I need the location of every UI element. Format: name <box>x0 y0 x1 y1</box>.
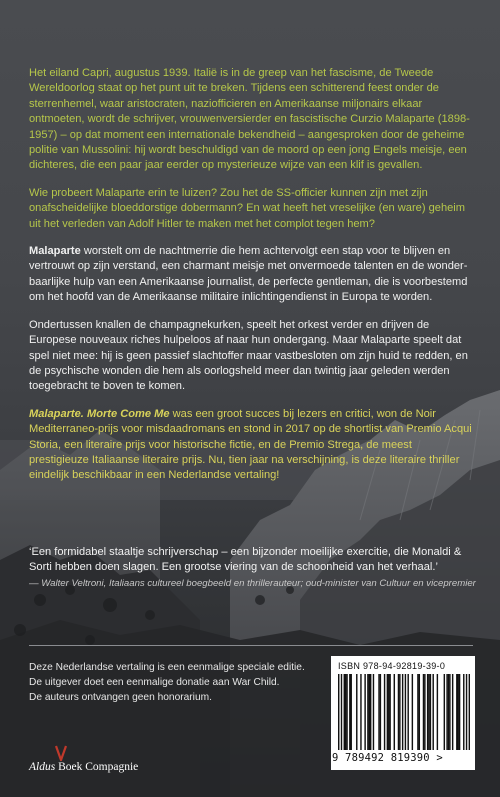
malaparte-paragraph-text: worstelt om de nachtmerrie die hem achtervolgt een stap voor te blijven en vertrouwt op zijn verstand, een charmant meisje met onvermoede talenten en de wonderbaarlijke hulp van een Amerikaanse journalist, de perfecte gentleman, die is voorbestemd om het hoofd van de Amerikaanse militaire inlichtingendienst in Europa te worden. <box>29 245 468 304</box>
barcode-bar <box>370 674 371 750</box>
barcode-bar <box>398 674 399 750</box>
barcode-bar <box>428 674 429 750</box>
barcode-bar <box>444 674 445 750</box>
barcode-bar <box>407 674 408 750</box>
review-quote: ‘Een formidabel staaltje schrijverschap – een bijzonder moeilijke exercitie, die Monaldi & Sorti hebben doen slagen. Een grootse viering van de schoonheid van het verhaal.’ <box>29 546 462 574</box>
barcode-bar <box>424 674 425 750</box>
barcode-bar <box>466 674 467 750</box>
barcode-bar <box>437 674 438 750</box>
barcode-bar <box>469 674 470 750</box>
barcode-bar <box>417 674 418 750</box>
barcode-bar <box>432 674 433 750</box>
barcode-bar <box>351 674 352 750</box>
blurb-paragraph-malaparte <box>29 244 473 306</box>
barcode-bar <box>369 674 370 750</box>
barcode-bar <box>405 674 406 750</box>
barcode-bar <box>344 674 345 750</box>
barcode-bar <box>430 674 431 750</box>
barcode-bar <box>388 674 389 750</box>
blurb-paragraph-champagne: Ondertussen knallen de champagnekurken, speelt het orkest verder en drijven de Europese nouveaux riches hulpeloos af naar hun ondergang. Maar Malaparte speelt dat spel niet mee: hij is geen passief slachtoffer maar vastbesloten om zijn huid te redden, en de psychische wonden die hem als oorlogsheld meer dan twintig jaar geleden werden toegebracht te boven te komen. <box>29 318 468 393</box>
barcode-bar <box>364 674 365 750</box>
barcode-bar <box>380 674 381 750</box>
isbn-barcode <box>338 674 470 750</box>
publisher-logo <box>29 745 229 785</box>
barcode-bar <box>345 674 346 750</box>
barcode-digits: 9 789492 819390 > <box>332 752 443 764</box>
publisher-name <box>29 761 138 773</box>
publisher-name-rest: Boek Compagnie <box>55 761 139 773</box>
blurb-paragraph-awards <box>29 407 473 484</box>
publisher-name-italic: Aldus <box>29 761 56 773</box>
awards-paragraph-text: was een groot succes bij lezers en critici, won de Noir Mediterraneo-prijs voor misdaadromans en stond in 2017 op de shortlist van Premio Acqui Storia, een literaire prijs voor historische fictie, en de Premio Strega, de meest prestigieuze Italiaanse literaire prijs. Nu, tien jaar na verschijning, is deze literaire thriller eindelijk beschikbaar in een Nederlandse vertaling! <box>29 407 472 482</box>
barcode-bar <box>346 674 347 750</box>
barcode-bar <box>384 674 385 750</box>
barcode-bar <box>373 674 374 750</box>
barcode-bar <box>399 674 400 750</box>
barcode-bar <box>446 674 447 750</box>
barcode-bar <box>356 674 357 750</box>
barcode-bar <box>367 674 368 750</box>
barcode-bar <box>394 674 395 750</box>
barcode-bar <box>459 674 460 750</box>
barcode-bar <box>449 674 450 750</box>
publisher-mark-icon <box>53 745 69 761</box>
edition-note-line-1: Deze Nederlandse vertaling is een eenmalige speciale editie. <box>29 662 305 673</box>
barcode-bar <box>463 674 464 750</box>
blurb-paragraph-intro: Het eiland Capri, augustus 1939. Italië is in de greep van het fascisme, de Tweede Wereldoorlog staat op het punt uit te breken. Tijdens een schitterend feest onder de sterrenhemel, waar aristocraten, naziofficieren en Amerikaanse miljonairs elkaar ontmoeten, wordt de schrijver, vrouwenversierder en fascistische Curzio Malaparte (1898-1957) – op dat moment een internationale bekendheid – aangesproken door de geheime politie van Mussolini: hij wordt beschuldigd van de moord op een jong Engels meisje, een dichteres, die een paar jaar eerder op mysterieuze wijze van een klif is gevallen. <box>29 67 470 172</box>
barcode-bar <box>349 674 350 750</box>
book-original-title: Malaparte. Morte Come Me <box>29 407 170 420</box>
review-quote-attribution: — Walter Veltroni, Italiaans cultureel boegbeeld en thrillerauteur; oud-minister van Cultuur en vicepremier <box>29 578 476 589</box>
barcode-bar <box>360 674 361 750</box>
barcode-bar <box>412 674 413 750</box>
barcode-bar <box>457 674 458 750</box>
barcode-bar <box>389 674 390 750</box>
blurb-paragraph-questions: Wie probeert Malaparte erin te luizen? Zou het de SS-officier kunnen zijn met zijn onafscheidelijke bloeddorstige dobermann? En wat heeft het vreselijke (en ware) geheim uit het verleden van Adolf Hitler te maken met het complot tegen hem? <box>29 186 465 230</box>
barcode-bar <box>378 674 379 750</box>
barcode-bar <box>402 674 403 750</box>
barcode-bar <box>427 674 428 750</box>
barcode-bar <box>341 674 342 750</box>
barcode-bar <box>423 674 424 750</box>
divider-line <box>29 645 473 646</box>
edition-note-line-3: De auteurs ontvangen geen honorarium. <box>29 692 212 703</box>
edition-note <box>29 660 309 705</box>
barcode-bar <box>456 674 457 750</box>
isbn-label: ISBN 978-94-92819-39-0 <box>338 661 446 671</box>
barcode-bar <box>448 674 449 750</box>
edition-note-line-2: De uitgever doet een eenmalige donatie aan War Child. <box>29 677 280 688</box>
barcode-bar <box>419 674 420 750</box>
barcode-bar <box>452 674 453 750</box>
back-cover-blurb <box>29 66 473 484</box>
barcode-bar <box>387 674 388 750</box>
malaparte-lead-word: Malaparte <box>29 245 81 258</box>
barcode-bar <box>338 674 339 750</box>
